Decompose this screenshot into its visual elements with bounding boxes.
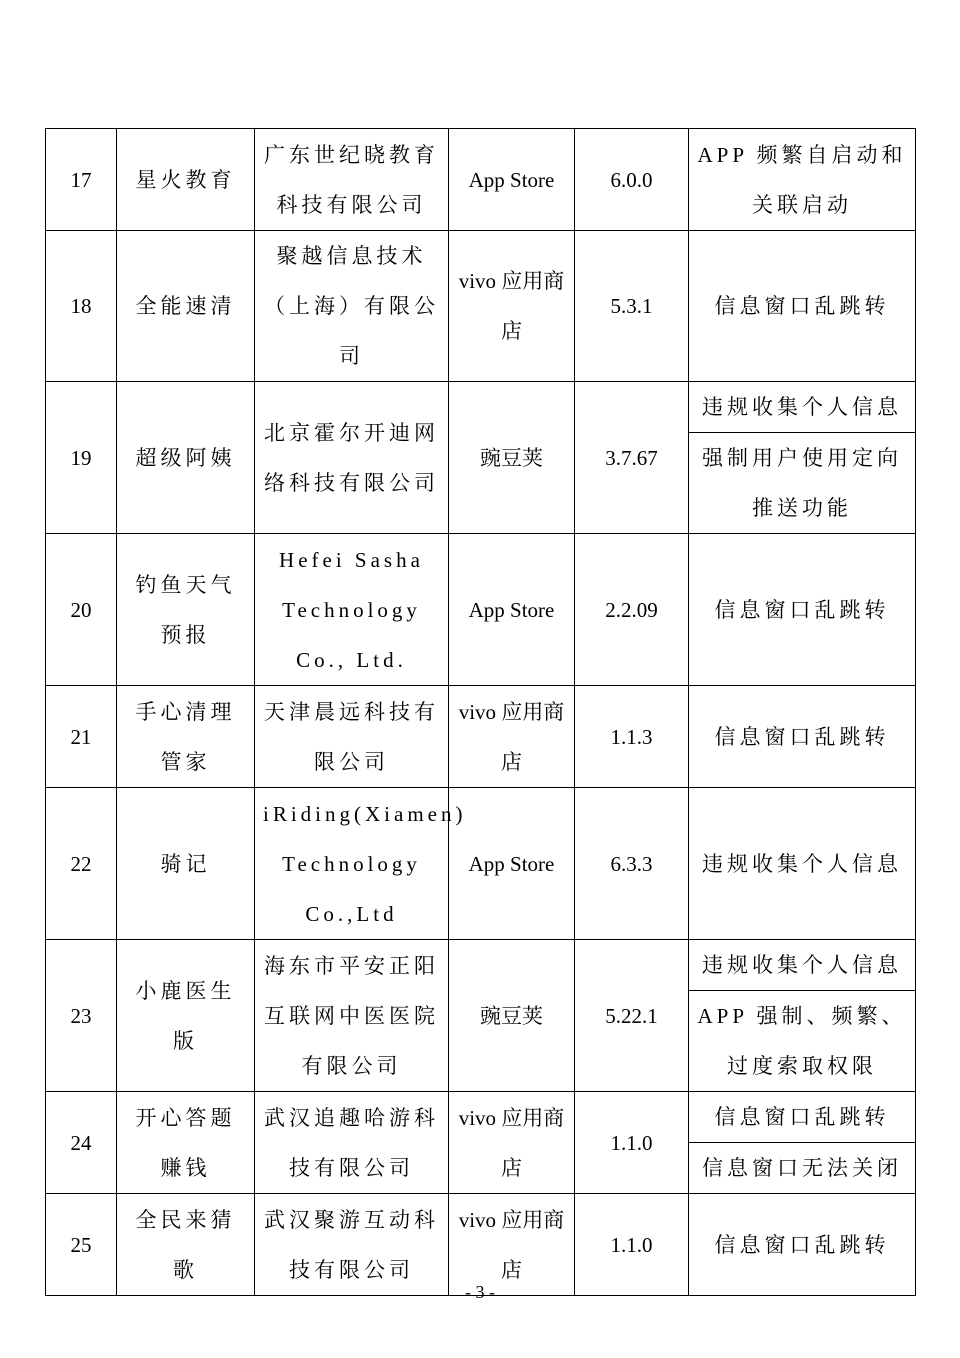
app-name-cell: 开心答题赚钱 [117,1092,255,1194]
row-number-cell: 19 [46,382,117,534]
version-cell: 5.3.1 [575,231,689,382]
app-store-cell: 豌豆荚 [449,382,575,534]
row-number-cell: 23 [46,940,117,1092]
row-number-cell: 22 [46,788,117,940]
issue-item: 违规收集个人信息 [702,851,902,876]
version-cell: 6.3.3 [575,788,689,940]
version-cell: 2.2.09 [575,534,689,686]
issue-cell [689,1092,916,1194]
table-row [46,382,916,534]
table-row [46,129,916,231]
app-name-cell: 星火教育 [117,129,255,231]
issue-item: APP 强制、频繁、过度索取权限 [689,990,915,1091]
table-row [46,686,916,788]
company-cell: 武汉聚游互动科技有限公司 [255,1194,449,1296]
row-number-cell: 25 [46,1194,117,1296]
version-cell: 3.7.67 [575,382,689,534]
issue-cell [689,788,916,940]
app-store-cell: App Store [449,129,575,231]
version-cell: 1.1.0 [575,1092,689,1194]
issue-item: APP 频繁自启动和关联启动 [697,142,907,217]
table-row [46,788,916,940]
app-name-cell: 超级阿姨 [117,382,255,534]
app-name-cell: 手心清理管家 [117,686,255,788]
issue-item: 信息窗口乱跳转 [714,597,890,622]
company-cell: 天津晨远科技有限公司 [255,686,449,788]
issue-item: 信息窗口乱跳转 [714,1232,890,1257]
issue-cell [689,940,916,1092]
app-name-cell: 小鹿医生版 [117,940,255,1092]
table-row [46,940,916,1092]
issue-item: 信息窗口乱跳转 [714,1105,890,1129]
app-violation-table [45,128,916,1296]
issue-cell [689,231,916,382]
row-number-cell: 18 [46,231,117,382]
row-number-cell: 21 [46,686,117,788]
company-cell: 北京霍尔开迪网络科技有限公司 [255,382,449,534]
row-number-cell: 20 [46,534,117,686]
table-row [46,534,916,686]
app-store-cell: vivo 应用商店 [449,686,575,788]
version-cell: 5.22.1 [575,940,689,1092]
app-store-cell: vivo 应用商店 [449,1194,575,1296]
company-cell: 聚越信息技术（上海）有限公司 [255,231,449,382]
issue-item: 违规收集个人信息 [702,953,902,977]
app-name-cell: 全能速清 [117,231,255,382]
app-store-cell: 豌豆荚 [449,940,575,1092]
app-name-cell: 骑记 [117,788,255,940]
row-number-cell: 24 [46,1092,117,1194]
company-cell: iRiding(Xiamen) Technology Co.,Ltd [255,788,449,940]
table-row [46,231,916,382]
issue-item: 信息窗口无法关闭 [689,1142,915,1193]
issue-cell [689,534,916,686]
app-name-cell: 全民来猜歌 [117,1194,255,1296]
page-number: - 3 - [465,1282,495,1302]
issue-item: 信息窗口乱跳转 [714,294,890,318]
app-store-cell: vivo 应用商店 [449,231,575,382]
table-row [46,1092,916,1194]
app-store-cell: App Store [449,534,575,686]
app-store-cell: vivo 应用商店 [449,1092,575,1194]
table-body [46,129,916,1296]
company-cell: 广东世纪晓教育科技有限公司 [255,129,449,231]
issue-item: 违规收集个人信息 [702,395,902,419]
version-cell: 6.0.0 [575,129,689,231]
company-cell: 武汉追趣哈游科技有限公司 [255,1092,449,1194]
issue-item: 信息窗口乱跳转 [714,724,890,749]
version-cell: 1.1.3 [575,686,689,788]
company-cell: Hefei Sasha Technology Co., Ltd. [255,534,449,686]
app-name-cell: 钓鱼天气预报 [117,534,255,686]
issue-cell [689,382,916,534]
issue-cell [689,129,916,231]
app-store-cell: App Store [449,788,575,940]
issue-item: 强制用户使用定向推送功能 [689,432,915,533]
issue-cell [689,686,916,788]
row-number-cell: 17 [46,129,117,231]
version-cell: 1.1.0 [575,1194,689,1296]
company-cell: 海东市平安正阳互联网中医医院有限公司 [255,940,449,1092]
